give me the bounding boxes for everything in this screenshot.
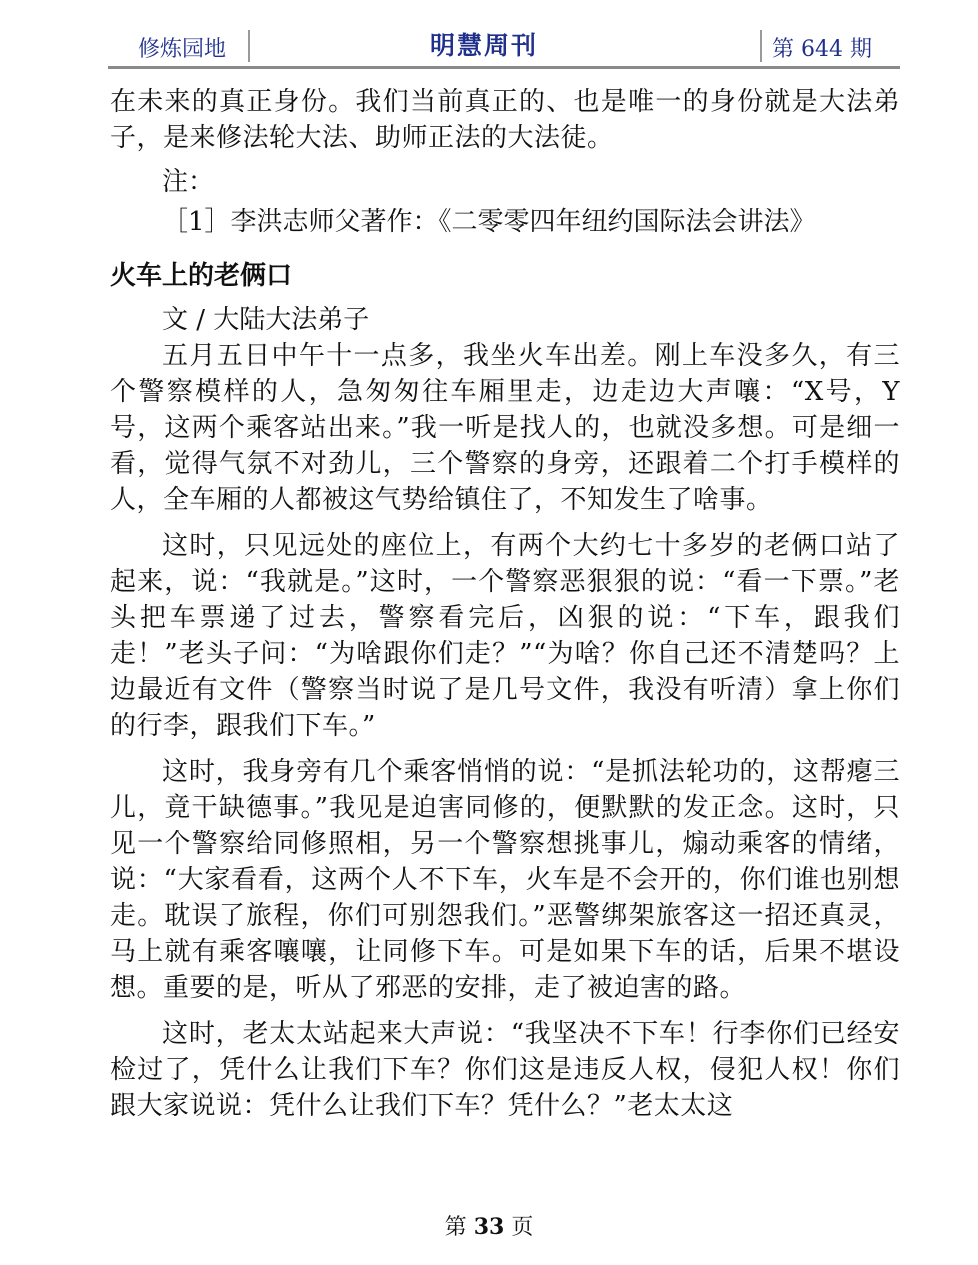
article-paragraph: 这时，我身旁有几个乘客悄悄的说：“是抓法轮功的，这帮瘪三儿，竟干缺德事。”我见是迫害同修的，便默默的发正念。这时，只见一个警察给同修照相，另一个警察想挑事儿，煽动乘客的情绪，说：“大家看看，这两个人不下车，火车是不会开的，你们谁也别想走。耽误了旅程，你们可别怨我们。”恶警绑架旅客这一招还真灵，马上就有乘客嚷嚷，让同修下车。可是如果下车的话，后果不堪设想。重要的是，听从了邪恶的安排，走了被迫害的路。 bbox=[110, 757, 900, 1003]
article-paragraph: 这时，老太太站起来大声说：“我坚决不下车！行李你们已经安检过了，凭什么让我们下车？你们这是违反人权，侵犯人权！你们跟大家说说：凭什么让我们下车？凭什么？”老太太这 bbox=[110, 1019, 900, 1121]
article-title: 火车上的老俩口 bbox=[110, 261, 293, 291]
page-content bbox=[110, 84, 900, 1124]
note-item: ［1］李洪志师父著作：《二零零四年纽约国际法会讲法》 bbox=[162, 207, 816, 237]
notes-label: 注： bbox=[162, 167, 215, 197]
footer-prefix: 第 bbox=[444, 1215, 467, 1240]
header-publication-title: 明慧周刊 bbox=[430, 31, 539, 60]
page-header bbox=[108, 24, 900, 68]
header-issue-number: 第 644 期 bbox=[772, 37, 872, 62]
page-footer bbox=[0, 1210, 978, 1241]
article-byline: 文 / 大陆大法弟子 bbox=[162, 305, 370, 335]
page-number: 33 bbox=[473, 1214, 505, 1240]
header-section-name: 修炼园地 bbox=[138, 37, 227, 62]
article-paragraph: 这时，只见远处的座位上，有两个大约七十多岁的老俩口站了起来，说：“我就是。”这时，一个警察恶狠狠的说：“看一下票。”老头把车票递了过去，警察看完后，凶狠的说：“下车，跟我们走！”老头子问：“为啥跟你们走？”“为啥？你自己还不清楚吗？上边最近有文件（警察当时说了是几号文件，我没有听清）拿上你们的行李，跟我们下车。” bbox=[110, 531, 900, 741]
previous-article-closing-paragraph: 在未来的真正身份。我们当前真正的、也是唯一的身份就是大法弟子，是来修法轮大法、助师正法的大法徒。 bbox=[110, 87, 900, 153]
header-divider-left bbox=[248, 30, 250, 62]
header-divider-right bbox=[760, 30, 762, 62]
footer-suffix: 页 bbox=[511, 1215, 534, 1240]
header-rule bbox=[108, 66, 900, 69]
article-paragraph: 五月五日中午十一点多，我坐火车出差。刚上车没多久，有三个警察模样的人，急匆匆往车厢里走，边走边大声嚷：“X号，Y 号，这两个乘客站出来。”我一听是找人的，也就没多想。可是细一看，觉得气氛不对劲儿，三个警察的身旁，还跟着二个打手模样的人，全车厢的人都被这气势给镇住了，不知发生了啥事。 bbox=[110, 341, 900, 515]
